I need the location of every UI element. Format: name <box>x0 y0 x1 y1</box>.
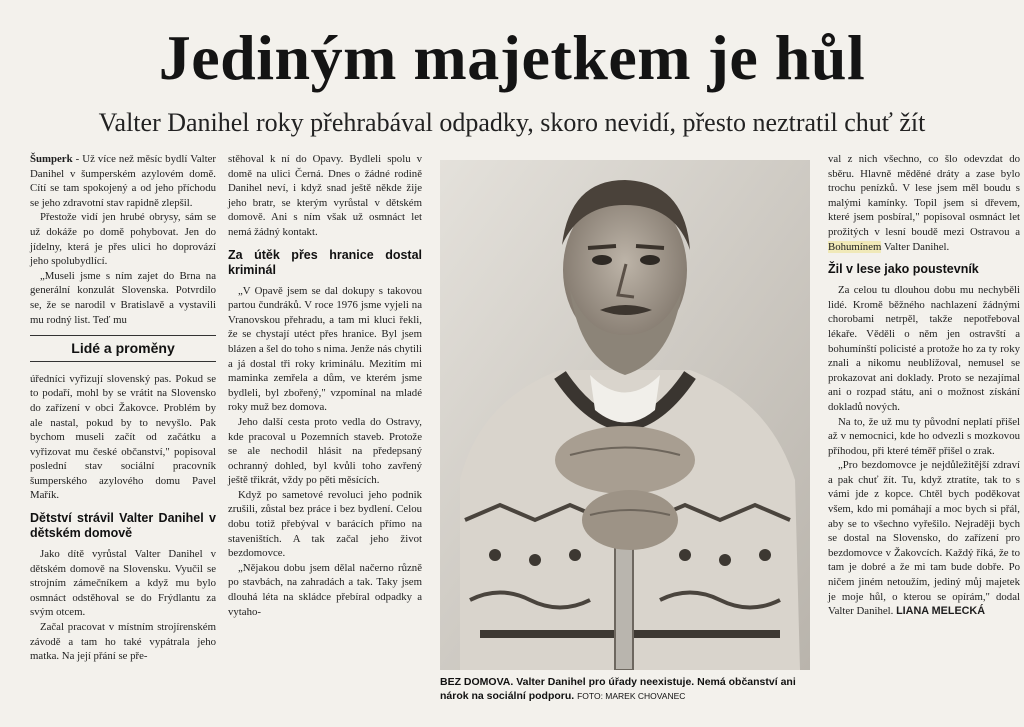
paragraph-4: úředníci vyřizují slovenský pas. Pokud se to podaří, mohl by se vrátit na Slovensko do zařízení v obci Žakovce. Problém by ale nastal, pokud by to nevyšlo. Pak bychom museli začít od začátku a vyřizovat mu české občanství," popisoval poslední stav sociální pracovník šumperského azylového domu Pavel Mařík. <box>30 372 216 502</box>
paragraph-4: Když po sametové revoluci jeho podnik zrušili, zůstal bez práce i bez bydlení. Celou dobu totiž přebýval v barácích přímo na staveništích. A tak začal jeho život bezdomovce. <box>228 488 422 560</box>
photo-caption <box>440 676 812 703</box>
section-heading: Žil v lese jako poustevník <box>828 262 979 277</box>
paragraph-6: Začal pracovat v místním strojírenském závodě a tam ho také vypátrala jeho matka. Na její přání se pře- <box>30 621 216 663</box>
section-heading: Dětství strávil Valter Danihel v dětském domově <box>30 511 216 541</box>
paragraph-3: Jeho další cesta proto vedla do Ostravy, kde pracoval u Pozemních staveb. Protože se ale nechodil hlásit na předepsaný ochranný dohled, byl kvůli toho zavřený ještě třikrát, vždy po pěti měsících. <box>228 415 422 487</box>
rubric-label: Lidé a proměny <box>30 335 216 362</box>
paragraph-1-text-b: Valter Danihel. <box>881 240 950 253</box>
paragraph-3: Na to, že už mu ty původní neplatí přišel až v nemocnici, kde ho odvezli s mozkovou příhodou, při které téměř přišel o zrak. <box>828 415 1020 457</box>
article-column-2 <box>228 152 422 619</box>
caption-lead: BEZ DOMOVA. <box>440 676 514 688</box>
headline: Jediným majetkem je hůl <box>158 22 866 93</box>
photo-credit: FOTO: MAREK CHOVANEC <box>577 690 686 701</box>
paragraph-2: „V Opavě jsem se dal dokupy s takovou partou čundráků. V roce 1976 jsme vyjeli na Vranovskou přehradu, a tam mi kluci řekli, že se chystají utéct přes hranice. Byl jsem blázen a šel do toho s nima. Jenže nás chytili a já dostal tři roky kriminálu. Mezitím mi maminka zemřela a dům, ve kterém jsme bydleli, byl zbořený," vzpomínal na mladé roky muž bez domova. <box>228 284 422 414</box>
paragraph-4-text: „Pro bezdomovce je nejdůležitější zdraví a pak chuť žít. Tu, když ztratíte, tak to s vámi jde z kopce. Chtěl bych poděkovat všem, kdo mi pomáhají a moc bych si přál, aby se to všechno vyřešilo. Nejraději bych se dostal na Slovensko, do zařízení pro bezdomovce v Žakovcích. Každý říká, že to tam je dobré a že mi tam bude dobře. Po ničem jiném netoužím, jediný můj majetek je moje hůl, o kterou se opírám," dodal Valter Danihel. <box>828 459 1020 618</box>
section-heading: Za útěk přes hranice dostal kriminál <box>228 247 422 277</box>
paragraph-4 <box>828 458 1020 619</box>
paragraph-2: Za celou tu dlouhou dobu mu nechyběli lidé. Kromě běžného nachlazení žádnými chorobami netrpěl, takže nepotřeboval lékaře. Věděli o něm jen ostravští a bohumínští policisté a protože ho za ty roky znali a nikomu neublížoval, nemusel se prokazovat ani doklady. Proto se nezajímal ani o rozpad státu, ani o možnost získání dokladů nových. <box>828 284 1020 413</box>
dateline: Šumperk <box>30 153 73 165</box>
paragraph-5: „Nějakou dobu jsem dělal načerno různě po stavbách, na zahradách a tak. Taky jsem dlouhá léta na skládce přebíral odpadky a vytaho- <box>228 561 422 618</box>
paragraph-1 <box>30 152 216 210</box>
paragraph-1-text: - Už více než měsíc bydlí Valter Danihel v šumperském azylovém domě. Cítí se tam spokojený a od jeho příchodu se jeho zdravotní stav rapidně zlepšil. <box>30 153 216 209</box>
paragraph-2: Přestože vidí jen hrubé obrysy, sám se už dokáže po domě pohybovat. Jen do jídelny, která je přes ulici ho doprovází jeho spolubydlící. <box>30 211 216 268</box>
portrait-illustration <box>440 160 810 670</box>
paragraph-1: stěhoval k ní do Opavy. Bydleli spolu v domě na ulici Černá. Dnes o žádné rodině Danihel neví, i když snad ještě někde žije jeho bratr, se kterým vyrůstal v dětském domově. Ani s ním však už osmnáct let nemá žádný kontakt. <box>228 153 422 238</box>
paragraph-1-text-a: val z nich všechno, co šlo odevzdat do sběru. Hlavně měděné dráty a zase bylo trochu penízků. V lese jsem měl boudu s malými kamínky. Topil jsem si dřevem, které jsem posbíral," popisoval osmnáct let prožitých v lesní boudě mezi Ostravou a <box>828 153 1020 238</box>
subheadline: Valter Danihel roky přehrabával odpadky, skoro nevidí, přesto neztratil chuť žít <box>98 108 926 137</box>
paragraph-1 <box>828 152 1020 254</box>
article-column-4 <box>828 152 1020 619</box>
paragraph-5: Jako dítě vyrůstal Valter Danihel v dětském domově na Slovensku. Vyučil se strojním zámečníkem a když mu bylo osmnáct odstěhoval se do Frýdlantu za svým otcem. <box>30 548 216 619</box>
highlighted-word: Bohumínem <box>828 240 882 253</box>
article-column-1 <box>30 152 216 664</box>
caption-text: Valter Danihel pro úřady neexistuje. Nemá občanství ani nárok na sociální podporu. <box>440 676 796 702</box>
paragraph-3: „Museli jsme s ním zajet do Brna na generální konzulát Slovenska. Potvrdilo se, že se narodil v Bratislavě a vystavili mu rodný list. Teď mu <box>30 269 216 326</box>
author-byline: LIANA MELECKÁ <box>896 605 986 618</box>
portrait-photo <box>440 160 810 670</box>
